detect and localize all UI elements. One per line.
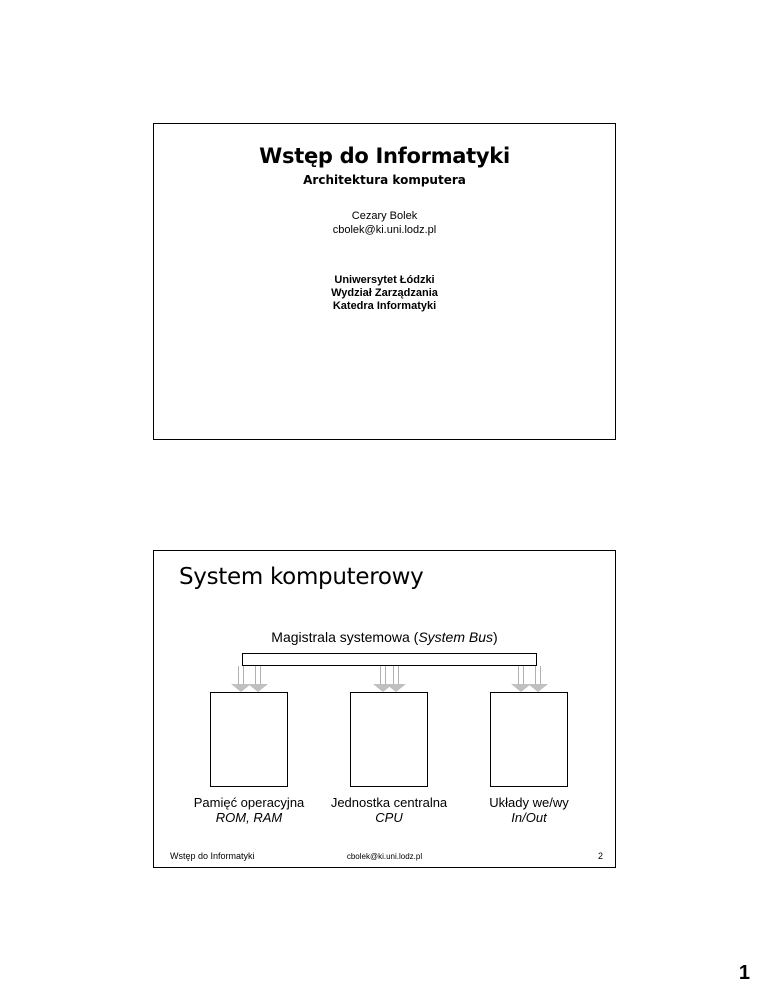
bus-label-text: Magistrala systemowa (: [271, 629, 419, 645]
system-bus: [242, 653, 537, 666]
department: Katedra Informatyki: [332, 300, 437, 312]
memory-box: [210, 692, 288, 787]
slide-subtitle: Architektura komputera: [303, 173, 466, 187]
memory-name: Pamięć operacyjna: [193, 795, 305, 810]
io-sub: In/Out: [511, 810, 547, 825]
arrow-down-icon: [248, 684, 268, 692]
cpu-label: [319, 795, 459, 825]
title-slide: [153, 123, 616, 440]
io-box: [490, 692, 568, 787]
bus-label-close: ): [493, 629, 498, 645]
arrow-down-icon: [528, 684, 548, 692]
author-email: cbolek@ki.uni.lodz.pl: [332, 224, 437, 236]
slide-title: Wstęp do Informatyki: [259, 144, 510, 168]
faculty: Wydział Zarządzania: [331, 287, 438, 299]
memory-sub: ROM, RAM: [215, 810, 283, 825]
institution-block: [154, 274, 615, 313]
slide-title: System komputerowy: [179, 564, 424, 590]
io-label: [459, 795, 599, 825]
memory-label: [179, 795, 319, 825]
author-block: [154, 209, 615, 237]
footer-email: cbolek@ki.uni.lodz.pl: [346, 852, 423, 861]
cpu-box: [350, 692, 428, 787]
university: Uniwersytet Łódzki: [334, 274, 435, 286]
cpu-sub: CPU: [375, 810, 403, 825]
footer-slide-number: 2: [597, 851, 603, 861]
bus-label-italic: System Bus: [418, 629, 494, 645]
system-diagram-slide: [153, 550, 616, 868]
arrow-down-icon: [386, 684, 406, 692]
cpu-name: Jednostka centralna: [330, 795, 448, 810]
bus-label: [154, 629, 615, 645]
footer-course: Wstęp do Informatyki: [170, 851, 255, 861]
page-number: 1: [738, 962, 750, 984]
author-name: Cezary Bolek: [351, 210, 418, 222]
io-name: Układy we/wy: [489, 795, 569, 810]
